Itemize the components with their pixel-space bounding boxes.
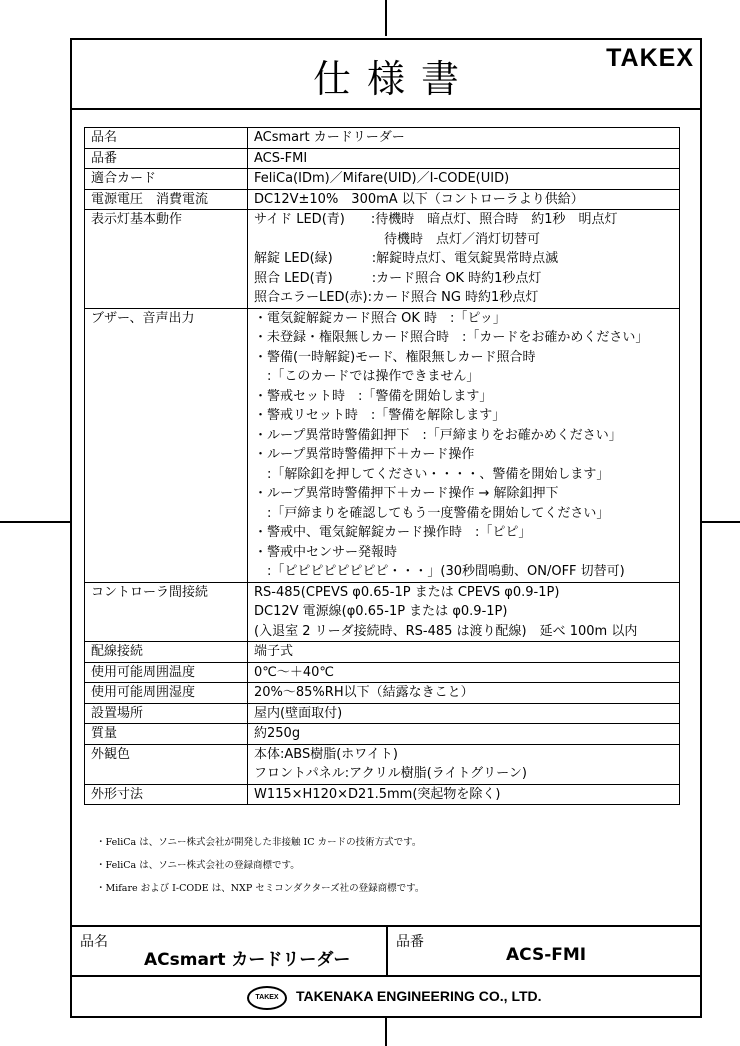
spec-value-line: W115×H120×D21.5mm(突起物を除く) bbox=[254, 786, 501, 802]
spec-value-line: 照合エラーLED(赤):カード照合 NG 時約1秒点灯 bbox=[254, 290, 539, 305]
spec-value-line: FeliCa(IDm)／Mifare(UID)／I-CODE(UID) bbox=[254, 171, 510, 186]
spec-value bbox=[248, 128, 680, 149]
document-frame bbox=[70, 38, 702, 1018]
spec-row bbox=[85, 308, 680, 582]
spec-row bbox=[85, 744, 680, 784]
spec-value-line: :「このカードでは操作できません」 bbox=[254, 369, 480, 384]
spec-value-line: DC12V±10% 300mA 以下（コントローラより供給） bbox=[254, 191, 584, 207]
note-item: ・FeliCa は、ソニー株式会社の登録商標です。 bbox=[96, 860, 300, 871]
spec-value-line: 0℃～＋40℃ bbox=[254, 664, 335, 680]
spec-label: コントローラ間接続 bbox=[85, 582, 248, 642]
spec-row bbox=[85, 189, 680, 210]
spec-value bbox=[248, 683, 680, 704]
footer-title-block bbox=[72, 925, 700, 977]
spec-value-line: 本体:ABS樹脂(ホワイト) bbox=[254, 746, 398, 762]
spec-value bbox=[248, 210, 680, 309]
spec-label: 品名 bbox=[85, 128, 248, 149]
footer-name-value: ACsmart カードリーダー bbox=[144, 950, 351, 970]
spec-value-line: :「解除釦を押してください・・・・、警備を開始します」 bbox=[254, 466, 610, 482]
spec-value-line: 約250g bbox=[254, 726, 301, 741]
spec-label: 使用可能周囲湿度 bbox=[85, 683, 248, 704]
spec-value-line: ・警備(一時解錠)モード、権限無しカード照合時 bbox=[254, 349, 536, 365]
spec-value-line: ・警戒セット時 :「警備を開始します」 bbox=[254, 388, 493, 404]
spec-value bbox=[248, 189, 680, 210]
spec-value-line: :「戸締まりを確認してもう一度警備を開始してください」 bbox=[254, 505, 610, 521]
footer-product-name-cell bbox=[72, 927, 388, 975]
spec-value bbox=[248, 724, 680, 745]
spec-label: 設置場所 bbox=[85, 703, 248, 724]
crop-mark-bottom bbox=[385, 1018, 387, 1046]
spec-row bbox=[85, 169, 680, 190]
spec-value-line: 端子式 bbox=[254, 644, 294, 659]
spec-value bbox=[248, 744, 680, 784]
spec-value-line: 解錠 LED(緑) :解錠時点灯、電気錠異常時点滅 bbox=[254, 251, 559, 266]
spec-value bbox=[248, 703, 680, 724]
crop-mark-left bbox=[0, 521, 70, 523]
brand-logo: TAKEX bbox=[606, 44, 694, 72]
company-block bbox=[72, 978, 700, 1018]
spec-label: 質量 bbox=[85, 724, 248, 745]
spec-row bbox=[85, 683, 680, 704]
spec-row bbox=[85, 148, 680, 169]
spec-value-line: 20%～85%RH以下（結露なきこと） bbox=[254, 685, 474, 700]
spec-row bbox=[85, 210, 680, 309]
spec-value bbox=[248, 662, 680, 683]
spec-value-line: (入退室 2 リーダ接続時、RS-485 は渡り配線) 延べ 100m 以内 bbox=[254, 623, 638, 639]
spec-label: 使用可能周囲温度 bbox=[85, 662, 248, 683]
spec-value-line: 照合 LED(青) :カード照合 OK 時約1秒点灯 bbox=[254, 270, 542, 286]
spec-value-line: ACsmart カードリーダー bbox=[254, 130, 405, 145]
spec-value-line: ACS-FMI bbox=[254, 150, 308, 166]
company-emblem-logo: TAKEX bbox=[247, 986, 287, 1010]
footer-code-label: 品番 bbox=[396, 934, 424, 950]
spec-value-line: 待機時 点灯／消灯切替可 bbox=[254, 231, 541, 247]
spec-value-line: ・警戒中センサー発報時 bbox=[254, 544, 398, 560]
note-item: ・FeliCa は、ソニー株式会社が開発した非接触 IC カードの技術方式です。 bbox=[96, 837, 422, 848]
crop-mark-right bbox=[702, 521, 740, 523]
footer-name-label: 品名 bbox=[80, 934, 108, 950]
company-name: TAKENAKA ENGINEERING CO., LTD. bbox=[296, 988, 542, 1004]
spec-label: 外形寸法 bbox=[85, 784, 248, 805]
spec-value-line: ・警戒リセット時 :「警備を解除します」 bbox=[254, 408, 506, 423]
footer-product-code-cell bbox=[388, 927, 700, 975]
spec-label: 表示灯基本動作 bbox=[85, 210, 248, 309]
spec-value-line: :「ピピピピピピピピ・・・」(30秒間鳴動、ON/OFF 切替可) bbox=[254, 564, 625, 579]
spec-row bbox=[85, 642, 680, 663]
spec-label: 適合カード bbox=[85, 169, 248, 190]
spec-value-line: フロントパネル:アクリル樹脂(ライトグリーン) bbox=[254, 766, 527, 781]
spec-value-line: DC12V 電源線(φ0.65-1P または φ0.9-1P) bbox=[254, 604, 508, 619]
crop-mark-top bbox=[385, 0, 387, 36]
spec-value bbox=[248, 308, 680, 582]
spec-value-line: 屋内(壁面取付) bbox=[254, 705, 343, 721]
footer-code-value: ACS-FMI bbox=[506, 945, 587, 965]
spec-value bbox=[248, 169, 680, 190]
spec-value-line: ・警戒中、電気錠解錠カード操作時 :「ピピ」 bbox=[254, 525, 532, 540]
spec-label: 品番 bbox=[85, 148, 248, 169]
spec-label: 配線接続 bbox=[85, 642, 248, 663]
spec-value bbox=[248, 148, 680, 169]
spec-row bbox=[85, 582, 680, 642]
spec-value-line: ・未登録・権限無しカード照合時 :「カードをお確かめください」 bbox=[254, 330, 649, 345]
spec-label: ブザー、音声出力 bbox=[85, 308, 248, 582]
spec-value bbox=[248, 582, 680, 642]
trademark-notes bbox=[96, 836, 676, 905]
spec-value-line: RS-485(CPEVS φ0.65-1P または CPEVS φ0.9-1P) bbox=[254, 584, 560, 600]
spec-value bbox=[248, 642, 680, 663]
spec-row bbox=[85, 662, 680, 683]
spec-label: 電源電圧 消費電流 bbox=[85, 189, 248, 210]
spec-value-line: ・ループ異常時警備押下＋カード操作 → 解除釦押下 bbox=[254, 486, 559, 501]
spec-row bbox=[85, 128, 680, 149]
note-item: ・Mifare および I-CODE は、NXP セミコンダクターズ社の登録商標です。 bbox=[96, 883, 425, 894]
document-title: 仕様書 bbox=[312, 57, 475, 101]
spec-row bbox=[85, 724, 680, 745]
spec-table bbox=[84, 127, 680, 805]
document-header bbox=[72, 40, 700, 110]
spec-row bbox=[85, 703, 680, 724]
spec-row bbox=[85, 784, 680, 805]
spec-value-line: サイド LED(青) :待機時 暗点灯、照合時 約1秒 明点灯 bbox=[254, 212, 618, 227]
spec-value-line: ・電気錠解錠カード照合 OK 時 :「ピッ」 bbox=[254, 310, 506, 326]
spec-value-line: ・ループ異常時警備釦押下 :「戸締まりをお確かめください」 bbox=[254, 427, 622, 443]
spec-label: 外観色 bbox=[85, 744, 248, 784]
spec-value-line: ・ループ異常時警備押下＋カード操作 bbox=[254, 447, 475, 462]
spec-value bbox=[248, 784, 680, 805]
